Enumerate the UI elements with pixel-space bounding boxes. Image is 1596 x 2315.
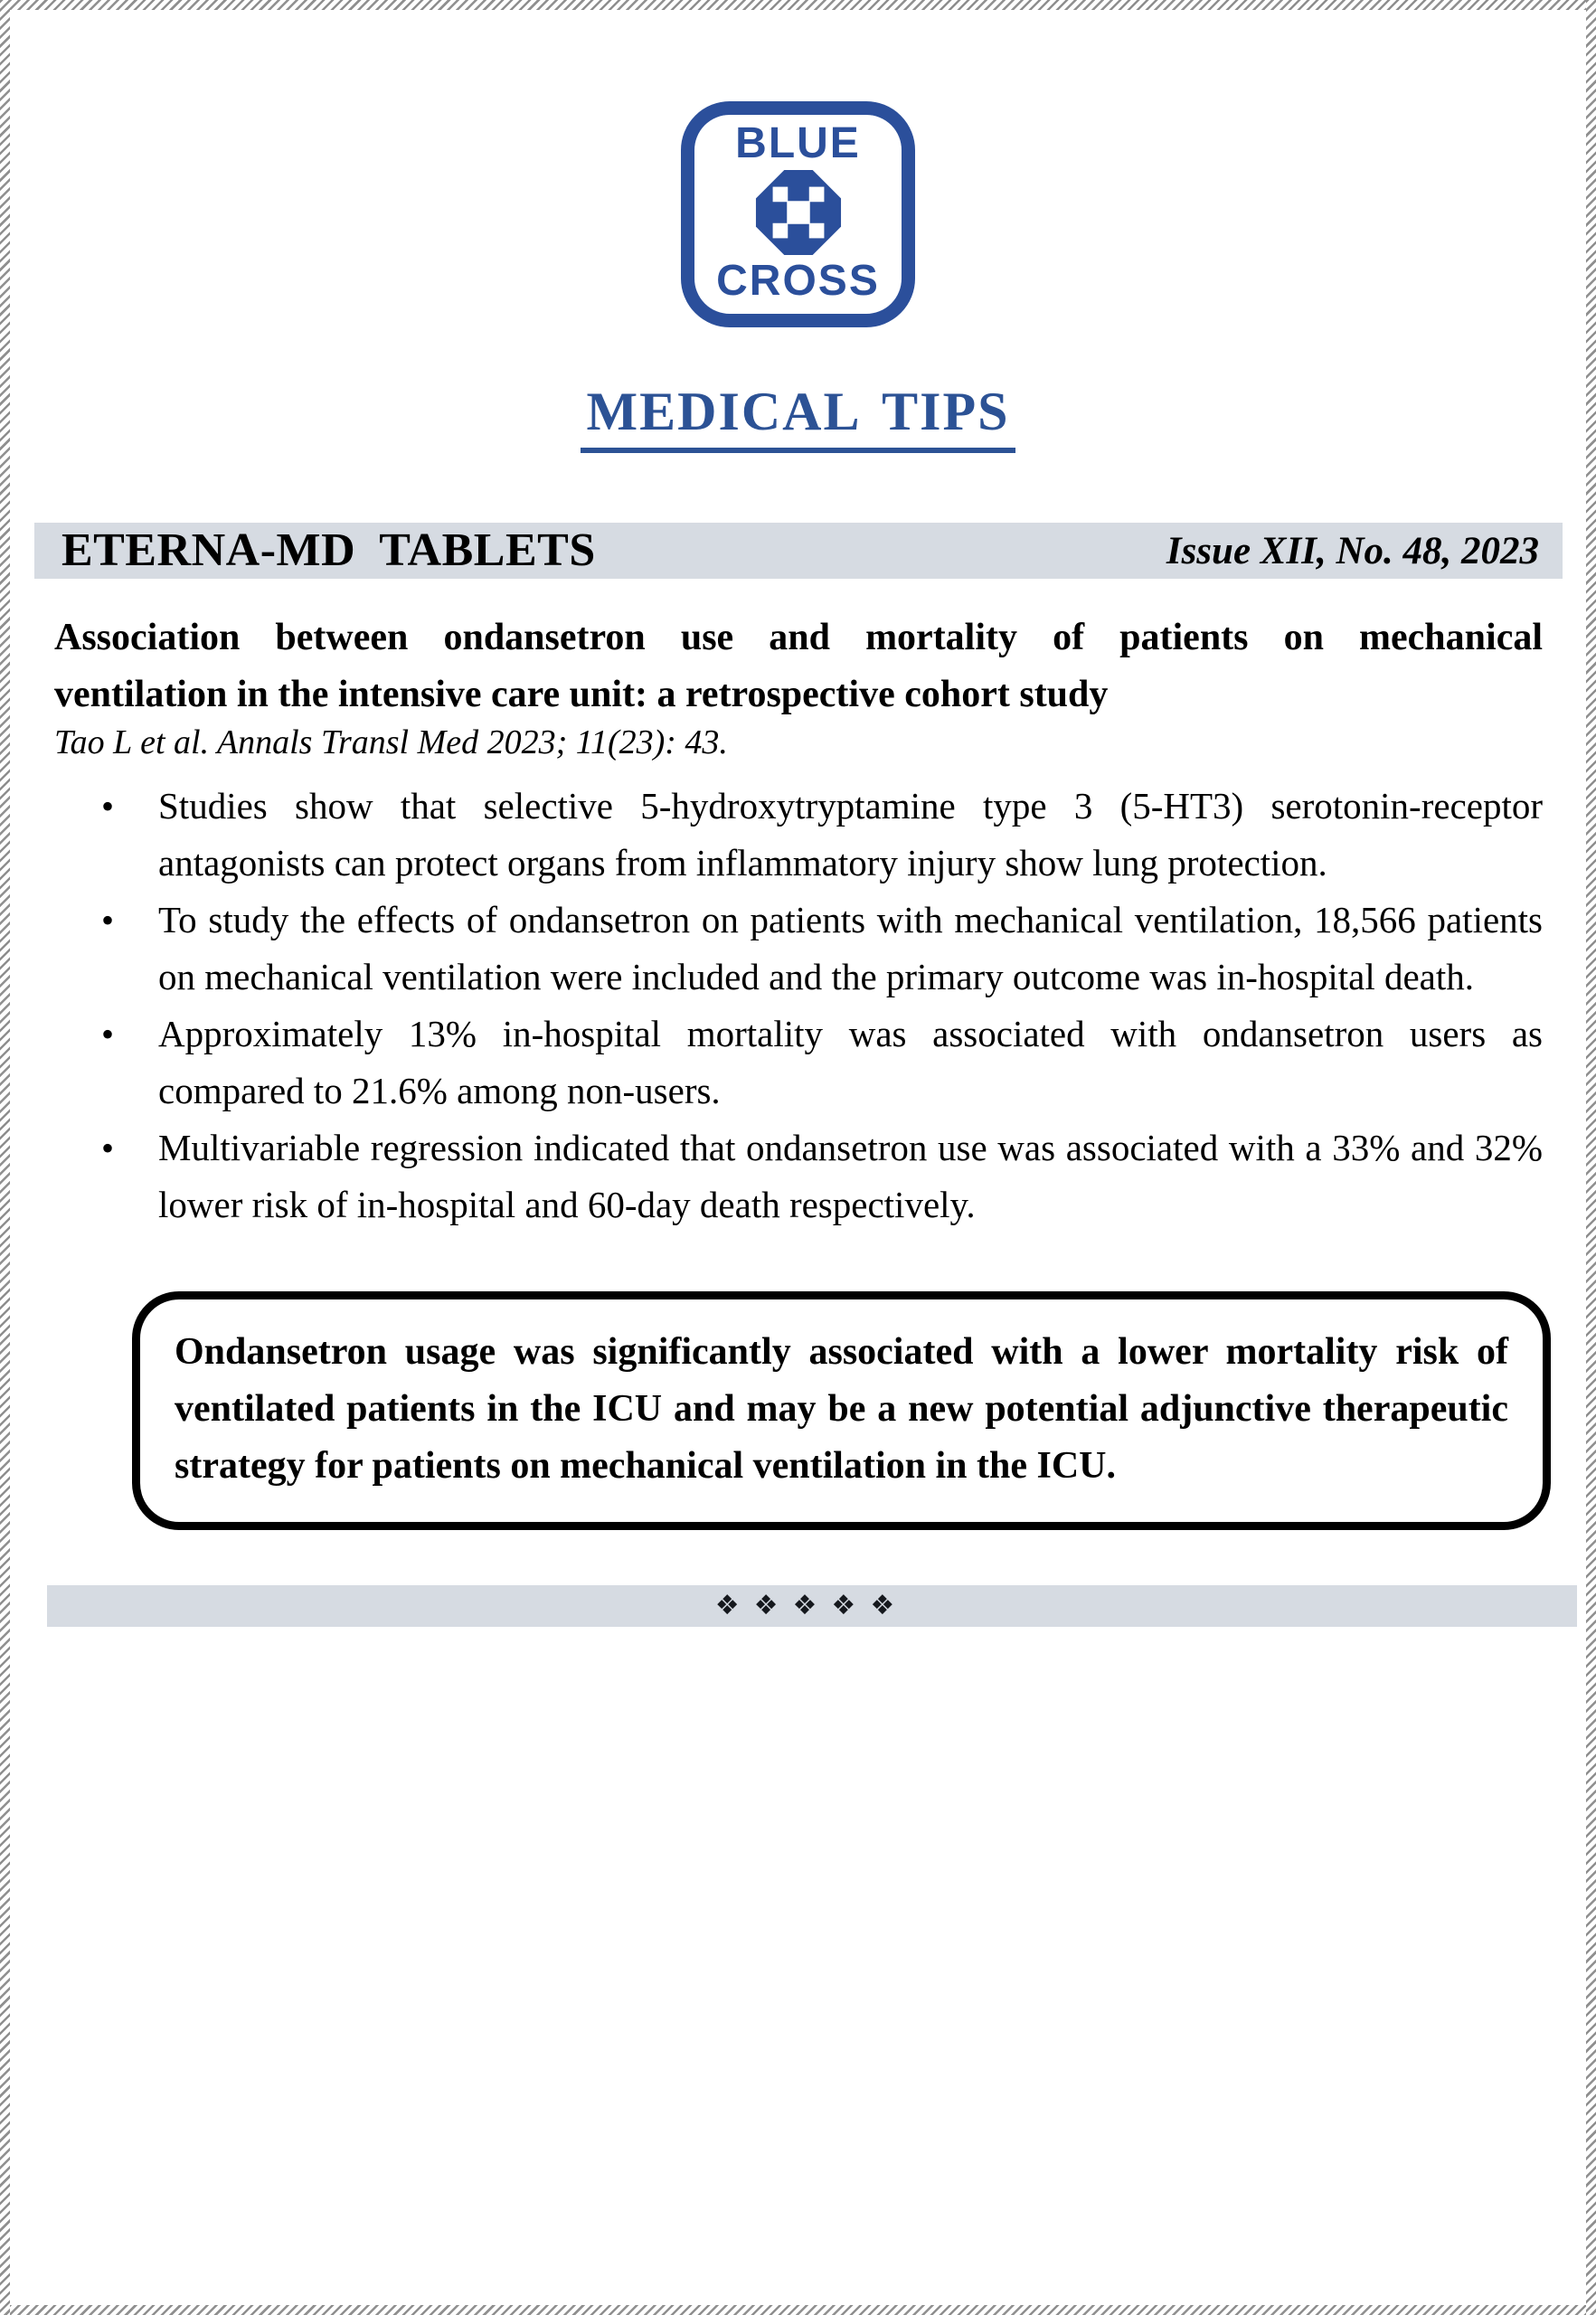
blue-cross-logo xyxy=(681,101,915,327)
key-points-list xyxy=(54,778,1543,1233)
key-point-text: To study the effects of ondansetron on patients with mechanical ventilation, 18,566 patients on mechanical ventilation were included and the primary outcome was in-hospital death. xyxy=(158,899,1543,997)
key-point-item xyxy=(54,1006,1543,1120)
logo-word-blue: BLUE xyxy=(735,119,861,167)
article-title xyxy=(54,609,1543,723)
key-point-text: Multivariable regression indicated that ondansetron use was associated with a 33% and 32% lower risk of in-hospital and 60-day death respectively. xyxy=(158,1127,1543,1225)
article-citation: Tao L et al. Annals Transl Med 2023; 11(23): 43. xyxy=(54,723,728,761)
newsletter-title: MEDICAL TIPS xyxy=(581,383,1015,453)
key-point-item xyxy=(54,778,1543,892)
bullet-icon: • xyxy=(101,1128,115,1168)
bullet-icon: • xyxy=(101,1014,115,1054)
conclusion-text: Ondansetron usage was significantly associated with a lower mortality risk of ventilated patients in the ICU and may be a new potential adjunctive therapeutic strategy for patients on mechanical ventilation in the ICU. xyxy=(175,1331,1508,1487)
page-border-bottom xyxy=(0,2305,1596,2315)
diamond-ornaments-icon: ❖❖❖❖❖ xyxy=(714,1590,910,1621)
page-border-top xyxy=(0,0,1596,10)
blue-cross-emblem-icon xyxy=(752,168,845,257)
footer-ornament-bar xyxy=(47,1585,1577,1627)
key-point-text: Studies show that selective 5-hydroxytryptamine type 3 (5-HT3) serotonin-receptor antagonists can protect organs from inflammatory injury show lung protection. xyxy=(158,785,1543,883)
article-title-line: Association between ondansetron use and mortality of patients on mechanical xyxy=(54,617,1543,658)
conclusion-box xyxy=(132,1291,1551,1530)
bullet-icon: • xyxy=(101,900,115,940)
page-border-left xyxy=(0,0,10,2315)
product-name: ETERNA-MD TABLETS xyxy=(61,524,596,576)
article-title-line: ventilation in the intensive care unit: a retrospective cohort study xyxy=(54,674,1109,715)
logo-word-cross: CROSS xyxy=(716,257,880,305)
key-point-item xyxy=(54,892,1543,1006)
key-point-text: Approximately 13% in-hospital mortality was associated with ondansetron users as compared to 21.6% among non-users. xyxy=(158,1013,1543,1111)
masthead xyxy=(0,383,1596,453)
page-border-right xyxy=(1586,0,1596,2315)
bullet-icon: • xyxy=(101,786,115,827)
key-point-item xyxy=(54,1120,1543,1233)
issue-number: Issue XII, No. 48, 2023 xyxy=(1166,529,1539,572)
issue-bar xyxy=(34,523,1563,579)
